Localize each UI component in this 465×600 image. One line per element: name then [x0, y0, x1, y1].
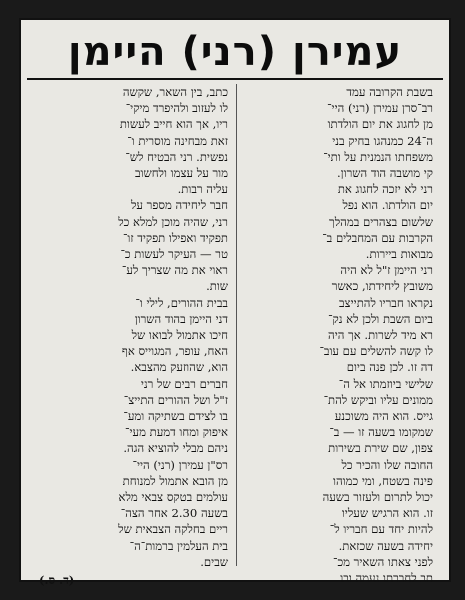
paragraph: לפני צאתו השאיר מכ־ תב לחברתו נעמה ובו: [333, 554, 433, 586]
paragraph: בשבת הקרובה עמד רב־סרן עמירן (רני) היי־ מן לחגוג את יום הולדתו ה־24 כמנהגו בחיק בני משפחתו הנמנית על ותי־ קי מושבה הוד השרון. רני לא יזכה לחגוג את יום הולדתו. הוא נפל שלשום בצהרים במהלך הקרבות עם המחבלים ב־ מבואות ביירות.: [322, 85, 433, 262]
paragraph: חברים רבים של רני ז"ל ושל ההורים התייצ־ בו לצידם בשתיקה ומע־ איפוק ומחו דמעת מעי־ ניהם מבלי להוציא הגה.: [123, 376, 228, 456]
paragraph: רס"ן עמירן (רני) היי־ מן הובא אתמול למנוחת עולמים בטקס צבאי מלא בשעה 2.30 אחר הצה־ ריים בחלקה הצבאית של בית העלמין ברמות־ה־ שבים.: [118, 457, 228, 569]
paragraph: חבר ליחידה מספר על רני, שהיה מוכן למלא כל תפקיד ואפילו תפקיד זו־ טר — העיקר לעשות כ־ ראוי את מה שצריך לע־ שות.: [118, 198, 228, 294]
headline: עמירן (רני) היימן: [27, 26, 443, 80]
article-columns: [33, 84, 439, 588]
paragraph: בבית ההורים, לילי ו־ דני היימן בהוד השרון חיכו אתמול לבואו של האח, עופר, המגוייס אף הוא, שהוזעק מהצבא.: [121, 295, 228, 375]
article-column-left: [33, 84, 236, 588]
article-column-right: [236, 84, 439, 586]
paragraph: כתב, בין השאר, שקשה לו לעזוב ולהיפרד מיקי־ ריו, אך הוא חייב לעשות זאת מבחינה מוסרית ו־ נפשית. רני הבטיח לש־ מור על עצמו ולחשוב עליה רבות.: [119, 85, 228, 197]
paragraph: רני היימן ז"ל לא היה משובץ ליחידתו, כאשר נקראו חבריו להתייצב ביום השבת ולכן לא נק־ רא מיד לשרות. אך היה לו קשה להשלים עם עוב־ דה זו. לכן פנה ביום שלישי ביוזמתו אל ה־ ממונים עליו וביקש להת־ גייס. הוא היה משוכנע שמקומו בשעה זו — ב־ צפון, שם שירת בשירות החובה שלו והכיר כל פינה בשטח, ומי כמוהו יכול לתרום ולעזור בשעה זו. הוא הרגיש שעליו להיות יחד עם חבריו ל־ יחידה בשעה שכזאת.: [319, 263, 433, 553]
newspaper-clipping: [19, 18, 451, 588]
author-signature: (ד. ס.): [39, 573, 75, 588]
